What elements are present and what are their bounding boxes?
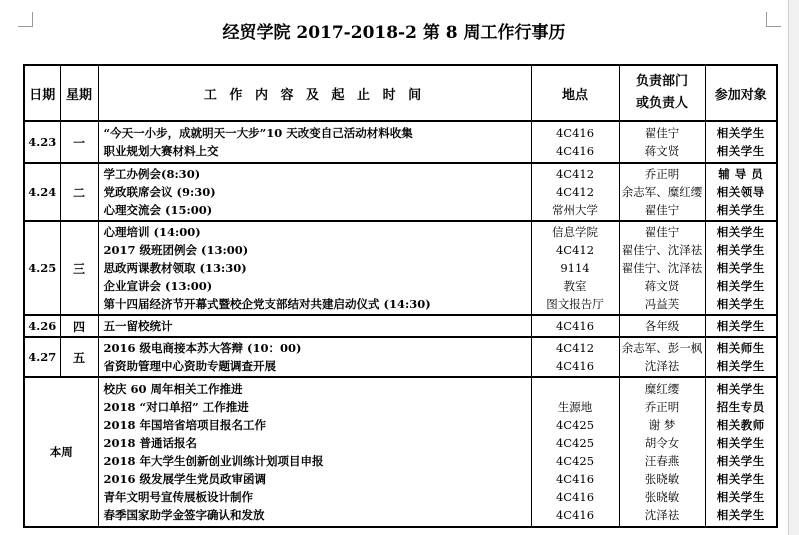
header-row — [24, 65, 777, 121]
dept-cell — [619, 377, 705, 527]
document-title: 经贸学院 2017-2018-2 第 8 周工作行事历 — [222, 23, 566, 43]
location-cell — [531, 377, 619, 527]
target-text: 相关学生 — [716, 225, 765, 239]
target-cell — [705, 121, 777, 163]
location-text: 图文报告厅 — [546, 297, 604, 311]
task-text: 省资助管理中心资助专题调查开展 — [103, 359, 276, 373]
owner-text: 沈泽祛 — [644, 508, 680, 522]
location-text: 9114 — [560, 261, 590, 275]
location-text: 4C416 — [555, 319, 595, 333]
date-cell — [24, 221, 60, 315]
task-text: 2018 普通话报名 — [103, 436, 198, 450]
owner-text: 冯益芙 — [644, 297, 680, 311]
target-cell — [705, 315, 777, 337]
target-cell — [705, 377, 777, 527]
weekday-label: 二 — [72, 185, 85, 200]
dept-cell — [619, 221, 705, 315]
location-text: 信息学院 — [552, 225, 598, 239]
location-text: 4C425 — [555, 436, 595, 450]
owner-text: 糜红缨 — [644, 382, 680, 396]
task-text: “今天一小步，成就明天一大步”10 天改变自己活动材料收集 — [103, 126, 413, 140]
target-text: 相关学生 — [716, 508, 765, 522]
content-cell — [98, 221, 531, 315]
header-location: 地点 — [531, 65, 619, 121]
location-text: 4C412 — [555, 243, 595, 257]
weekday-label: 五 — [72, 350, 85, 365]
task-text: 心理交流会 (15:00) — [103, 203, 213, 217]
owner-text: 翟佳宁、沈泽祛 — [621, 261, 703, 275]
target-text: 相关领导 — [716, 185, 765, 199]
content-cell — [98, 337, 531, 377]
dept-cell — [619, 121, 705, 163]
content-cell — [98, 377, 531, 527]
owner-text: 翟佳宁、沈泽祛 — [621, 243, 703, 257]
target-text: 相关学生 — [716, 243, 765, 257]
task-text: 青年文明号宣传展板设计制作 — [103, 490, 253, 504]
target-cell — [705, 221, 777, 315]
date-cell — [24, 163, 60, 221]
owner-text: 张晓敏 — [644, 490, 680, 504]
target-text: 相关教师 — [716, 418, 765, 432]
schedule-table — [23, 64, 778, 528]
location-text: 生源地 — [557, 400, 593, 414]
location-text: 4C416 — [555, 490, 595, 504]
owner-text: 各年级 — [644, 319, 680, 333]
location-cell — [531, 337, 619, 377]
location-cell — [531, 221, 619, 315]
location-text: 4C412 — [555, 167, 595, 181]
content-cell — [98, 315, 531, 337]
schedule-row — [24, 315, 777, 337]
owner-text: 胡令女 — [644, 436, 680, 450]
target-text: 相关学生 — [716, 454, 765, 468]
header-dept — [619, 65, 705, 121]
owner-text: 乔正明 — [644, 167, 680, 181]
header-date: 日期 — [24, 65, 60, 121]
location-cell — [531, 315, 619, 337]
task-text: 职业规划大赛材料上交 — [103, 144, 219, 158]
task-text: 第十四届经济节开幕式暨校企党支部结对共建启动仪式 (14:30) — [103, 297, 431, 311]
schedule-row — [24, 377, 777, 527]
weekday-cell — [60, 221, 98, 315]
location-cell — [531, 163, 619, 221]
weekday-cell — [60, 315, 98, 337]
content-cell — [98, 163, 531, 221]
right-scrollbar[interactable] — [788, 0, 799, 535]
location-text: 4C416 — [555, 359, 595, 373]
task-text: 五一留校统计 — [103, 319, 173, 333]
task-text: 2018 年国培省培项目报名工作 — [103, 418, 267, 432]
owner-text: 翟佳宁 — [644, 126, 680, 140]
target-text: 相关学生 — [716, 359, 765, 373]
task-text: 思政两课教材领取 (13:30) — [103, 261, 247, 275]
target-text: 相关学生 — [716, 297, 765, 311]
date-label: 4.26 — [28, 319, 57, 333]
content-cell — [98, 121, 531, 163]
location-text: 4C416 — [555, 126, 595, 140]
schedule-row — [24, 163, 777, 221]
date-label: 4.25 — [28, 261, 57, 275]
target-text: 相关学生 — [716, 261, 765, 275]
schedule-row — [24, 337, 777, 377]
location-text: 4C412 — [555, 341, 595, 355]
target-text: 相关师生 — [716, 341, 765, 355]
task-text: 2017 级班团例会 (13:00) — [103, 243, 249, 257]
owner-text: 翟佳宁 — [644, 225, 680, 239]
target-text: 相关学生 — [716, 490, 765, 504]
weekday-cell — [60, 337, 98, 377]
location-cell — [531, 121, 619, 163]
task-text: 2016 级发展学生党员政审函调 — [103, 472, 267, 486]
owner-text: 蒋文贤 — [644, 144, 680, 158]
target-cell — [705, 337, 777, 377]
header-content: 工 作 内 容 及 起 止 时 间 — [98, 65, 531, 121]
owner-text: 汪春燕 — [644, 454, 680, 468]
location-text: 4C412 — [555, 185, 595, 199]
target-text: 相关学生 — [716, 382, 765, 396]
weekday-label: 三 — [72, 261, 85, 276]
target-text: 相关学生 — [716, 279, 765, 293]
location-text — [532, 380, 619, 398]
owner-text: 谢 梦 — [648, 418, 676, 432]
task-text: 校庆 60 周年相关工作推进 — [103, 382, 243, 396]
dept-cell — [619, 315, 705, 337]
target-text: 招生专员 — [716, 400, 765, 414]
dept-cell — [619, 163, 705, 221]
location-text: 4C416 — [555, 508, 595, 522]
owner-text: 余志军、彭一枫 — [621, 341, 703, 355]
weekday-label: 一 — [72, 135, 85, 150]
owner-text: 余志军、糜红缨 — [621, 185, 703, 199]
location-text: 4C425 — [555, 454, 595, 468]
date-label: 4.24 — [28, 185, 57, 199]
task-text: 学工办例会(8:30) — [103, 167, 201, 181]
target-cell — [705, 163, 777, 221]
task-text: 春季国家助学金签字确认和发放 — [103, 508, 265, 522]
date-cell — [24, 121, 60, 163]
target-text: 辅 导 员 — [718, 167, 764, 181]
task-text: 2018 “对口单招” 工作推进 — [103, 400, 249, 414]
weekday-cell — [60, 163, 98, 221]
location-text: 4C416 — [555, 472, 595, 486]
task-text: 心理培训 (14:00) — [103, 225, 201, 239]
task-text: 企业宣讲会 (13:00) — [103, 279, 213, 293]
schedule-row — [24, 121, 777, 163]
target-text: 相关学生 — [716, 436, 765, 450]
schedule-row — [24, 221, 777, 315]
task-text: 2016 级电商接本苏大答辩 (10：00) — [103, 341, 302, 355]
date-label: 本周 — [49, 445, 73, 459]
target-text: 相关学生 — [716, 126, 765, 140]
date-cell — [24, 315, 60, 337]
header-target: 参加对象 — [705, 65, 777, 121]
dept-cell — [619, 337, 705, 377]
header-dept-line1: 负责部门 — [635, 74, 688, 89]
location-text: 4C425 — [555, 418, 595, 432]
header-weekday: 星期 — [60, 65, 98, 121]
owner-text: 蒋文贤 — [644, 279, 680, 293]
target-text: 相关学生 — [716, 319, 765, 333]
date-label: 4.27 — [28, 350, 57, 364]
date-label: 4.23 — [28, 135, 57, 149]
date-cell — [24, 337, 60, 377]
owner-text: 翟佳宁 — [644, 203, 680, 217]
target-text: 相关学生 — [716, 203, 765, 217]
date-cell — [24, 377, 98, 527]
owner-text: 沈泽祛 — [644, 359, 680, 373]
task-text: 2018 年大学生创新创业训练计划项目申报 — [103, 454, 324, 468]
target-text: 相关学生 — [716, 144, 765, 158]
location-text: 4C416 — [555, 144, 595, 158]
owner-text: 乔正明 — [644, 400, 680, 414]
location-text: 常州大学 — [552, 203, 598, 217]
task-text: 党政联席会议 (9:30) — [103, 185, 216, 199]
location-text: 教室 — [563, 279, 587, 293]
target-text: 相关学生 — [716, 472, 765, 486]
weekday-cell — [60, 121, 98, 163]
header-dept-line2: 或负责人 — [635, 96, 688, 111]
weekday-label: 四 — [72, 319, 85, 334]
owner-text: 张晓敏 — [644, 472, 680, 486]
